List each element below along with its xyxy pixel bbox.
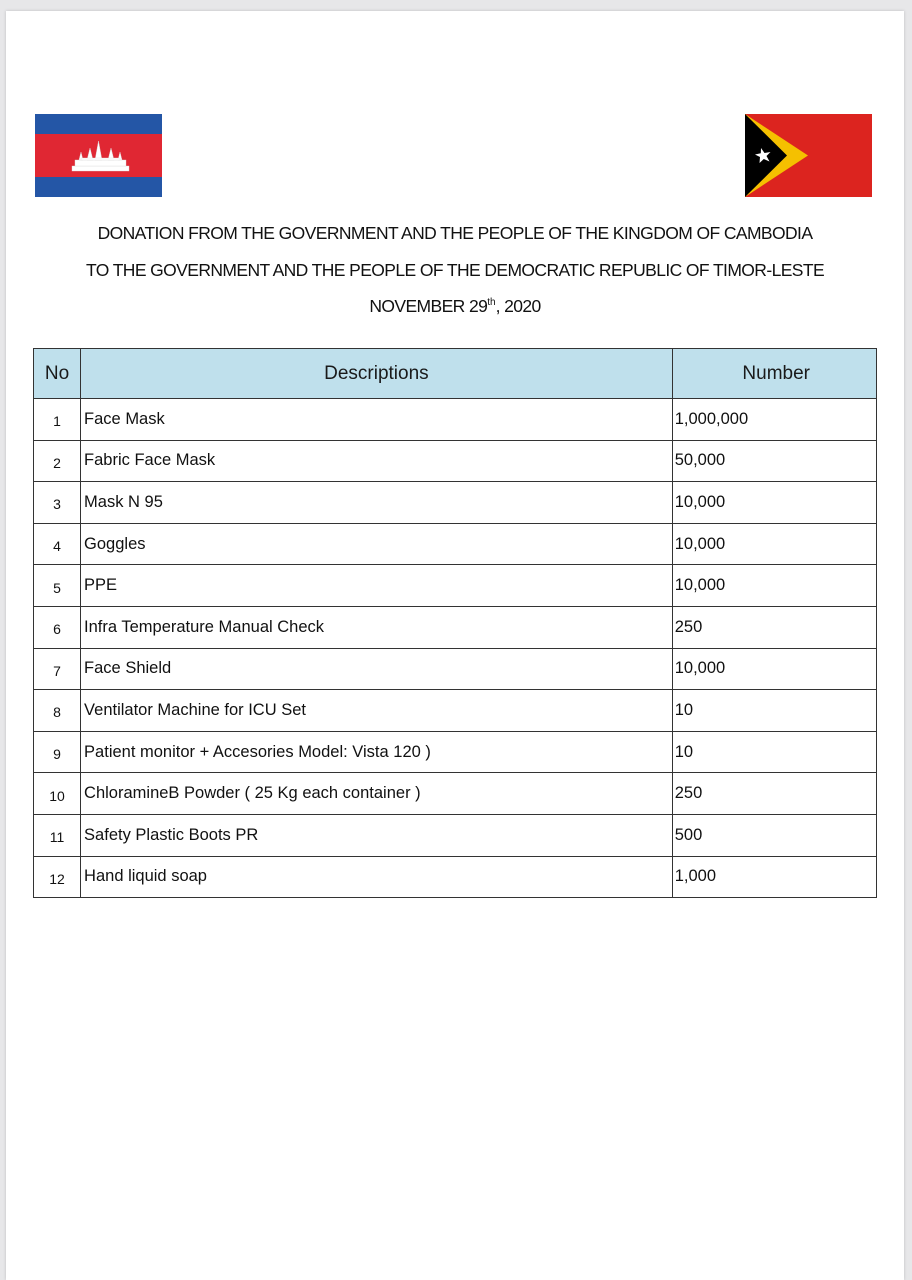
row-no: 6 xyxy=(34,606,81,648)
row-description: PPE xyxy=(81,565,673,607)
title-line-1: DONATION FROM THE GOVERNMENT AND THE PEOPLE OF THE KINGDOM OF CAMBODIA xyxy=(97,223,813,243)
table-row xyxy=(34,482,877,524)
date-prefix: NOVEMBER 29 xyxy=(369,296,488,316)
table-row xyxy=(34,440,877,482)
row-no: 8 xyxy=(34,690,81,732)
row-description: Goggles xyxy=(81,523,673,565)
row-description: Mask N 95 xyxy=(81,482,673,524)
row-number: 10,000 xyxy=(672,523,876,565)
document-page xyxy=(6,11,904,1280)
table-row xyxy=(34,523,877,565)
table-row xyxy=(34,773,877,815)
row-no: 1 xyxy=(34,399,81,441)
row-no: 5 xyxy=(34,565,81,607)
row-description: Face Shield xyxy=(81,648,673,690)
table-header-row xyxy=(34,349,877,399)
row-description: Infra Temperature Manual Check xyxy=(81,606,673,648)
row-number: 10,000 xyxy=(672,565,876,607)
row-no: 2 xyxy=(34,440,81,482)
table-row xyxy=(34,731,877,773)
cambodia-flag-icon xyxy=(35,114,162,197)
row-no: 7 xyxy=(34,648,81,690)
row-description: Hand liquid soap xyxy=(81,856,673,898)
table-row xyxy=(34,565,877,607)
timor-leste-flag-icon xyxy=(745,114,872,197)
row-number: 10 xyxy=(672,731,876,773)
row-number: 250 xyxy=(672,606,876,648)
date-year: , 2020 xyxy=(495,296,541,316)
table-row xyxy=(34,856,877,898)
header-number: Number xyxy=(672,349,876,399)
row-description: Face Mask xyxy=(81,399,673,441)
table-row xyxy=(34,690,877,732)
table-row xyxy=(34,648,877,690)
row-number: 1,000 xyxy=(672,856,876,898)
row-number: 10,000 xyxy=(672,482,876,524)
row-description: Safety Plastic Boots PR xyxy=(81,814,673,856)
row-no: 3 xyxy=(34,482,81,524)
row-no: 9 xyxy=(34,731,81,773)
row-number: 1,000,000 xyxy=(672,399,876,441)
row-description: Ventilator Machine for ICU Set xyxy=(81,690,673,732)
row-description: Fabric Face Mask xyxy=(81,440,673,482)
row-number: 500 xyxy=(672,814,876,856)
row-description: Patient monitor + Accesories Model: Vista 120 ) xyxy=(81,731,673,773)
row-no: 12 xyxy=(34,856,81,898)
header-descriptions: Descriptions xyxy=(81,349,673,399)
table-row xyxy=(34,814,877,856)
row-no: 4 xyxy=(34,523,81,565)
donation-table xyxy=(33,348,877,898)
title-line-2: TO THE GOVERNMENT AND THE PEOPLE OF THE DEMOCRATIC REPUBLIC OF TIMOR-LESTE xyxy=(85,260,825,280)
table-row xyxy=(34,606,877,648)
row-no: 11 xyxy=(34,814,81,856)
row-number: 10 xyxy=(672,690,876,732)
title-date xyxy=(6,296,904,317)
row-number: 250 xyxy=(672,773,876,815)
row-number: 10,000 xyxy=(672,648,876,690)
row-description: ChloramineB Powder ( 25 Kg each container ) xyxy=(81,773,673,815)
header-no: No xyxy=(34,349,81,399)
row-no: 10 xyxy=(34,773,81,815)
date-ordinal-suffix: th xyxy=(487,297,496,309)
row-number: 50,000 xyxy=(672,440,876,482)
table-row xyxy=(34,399,877,441)
